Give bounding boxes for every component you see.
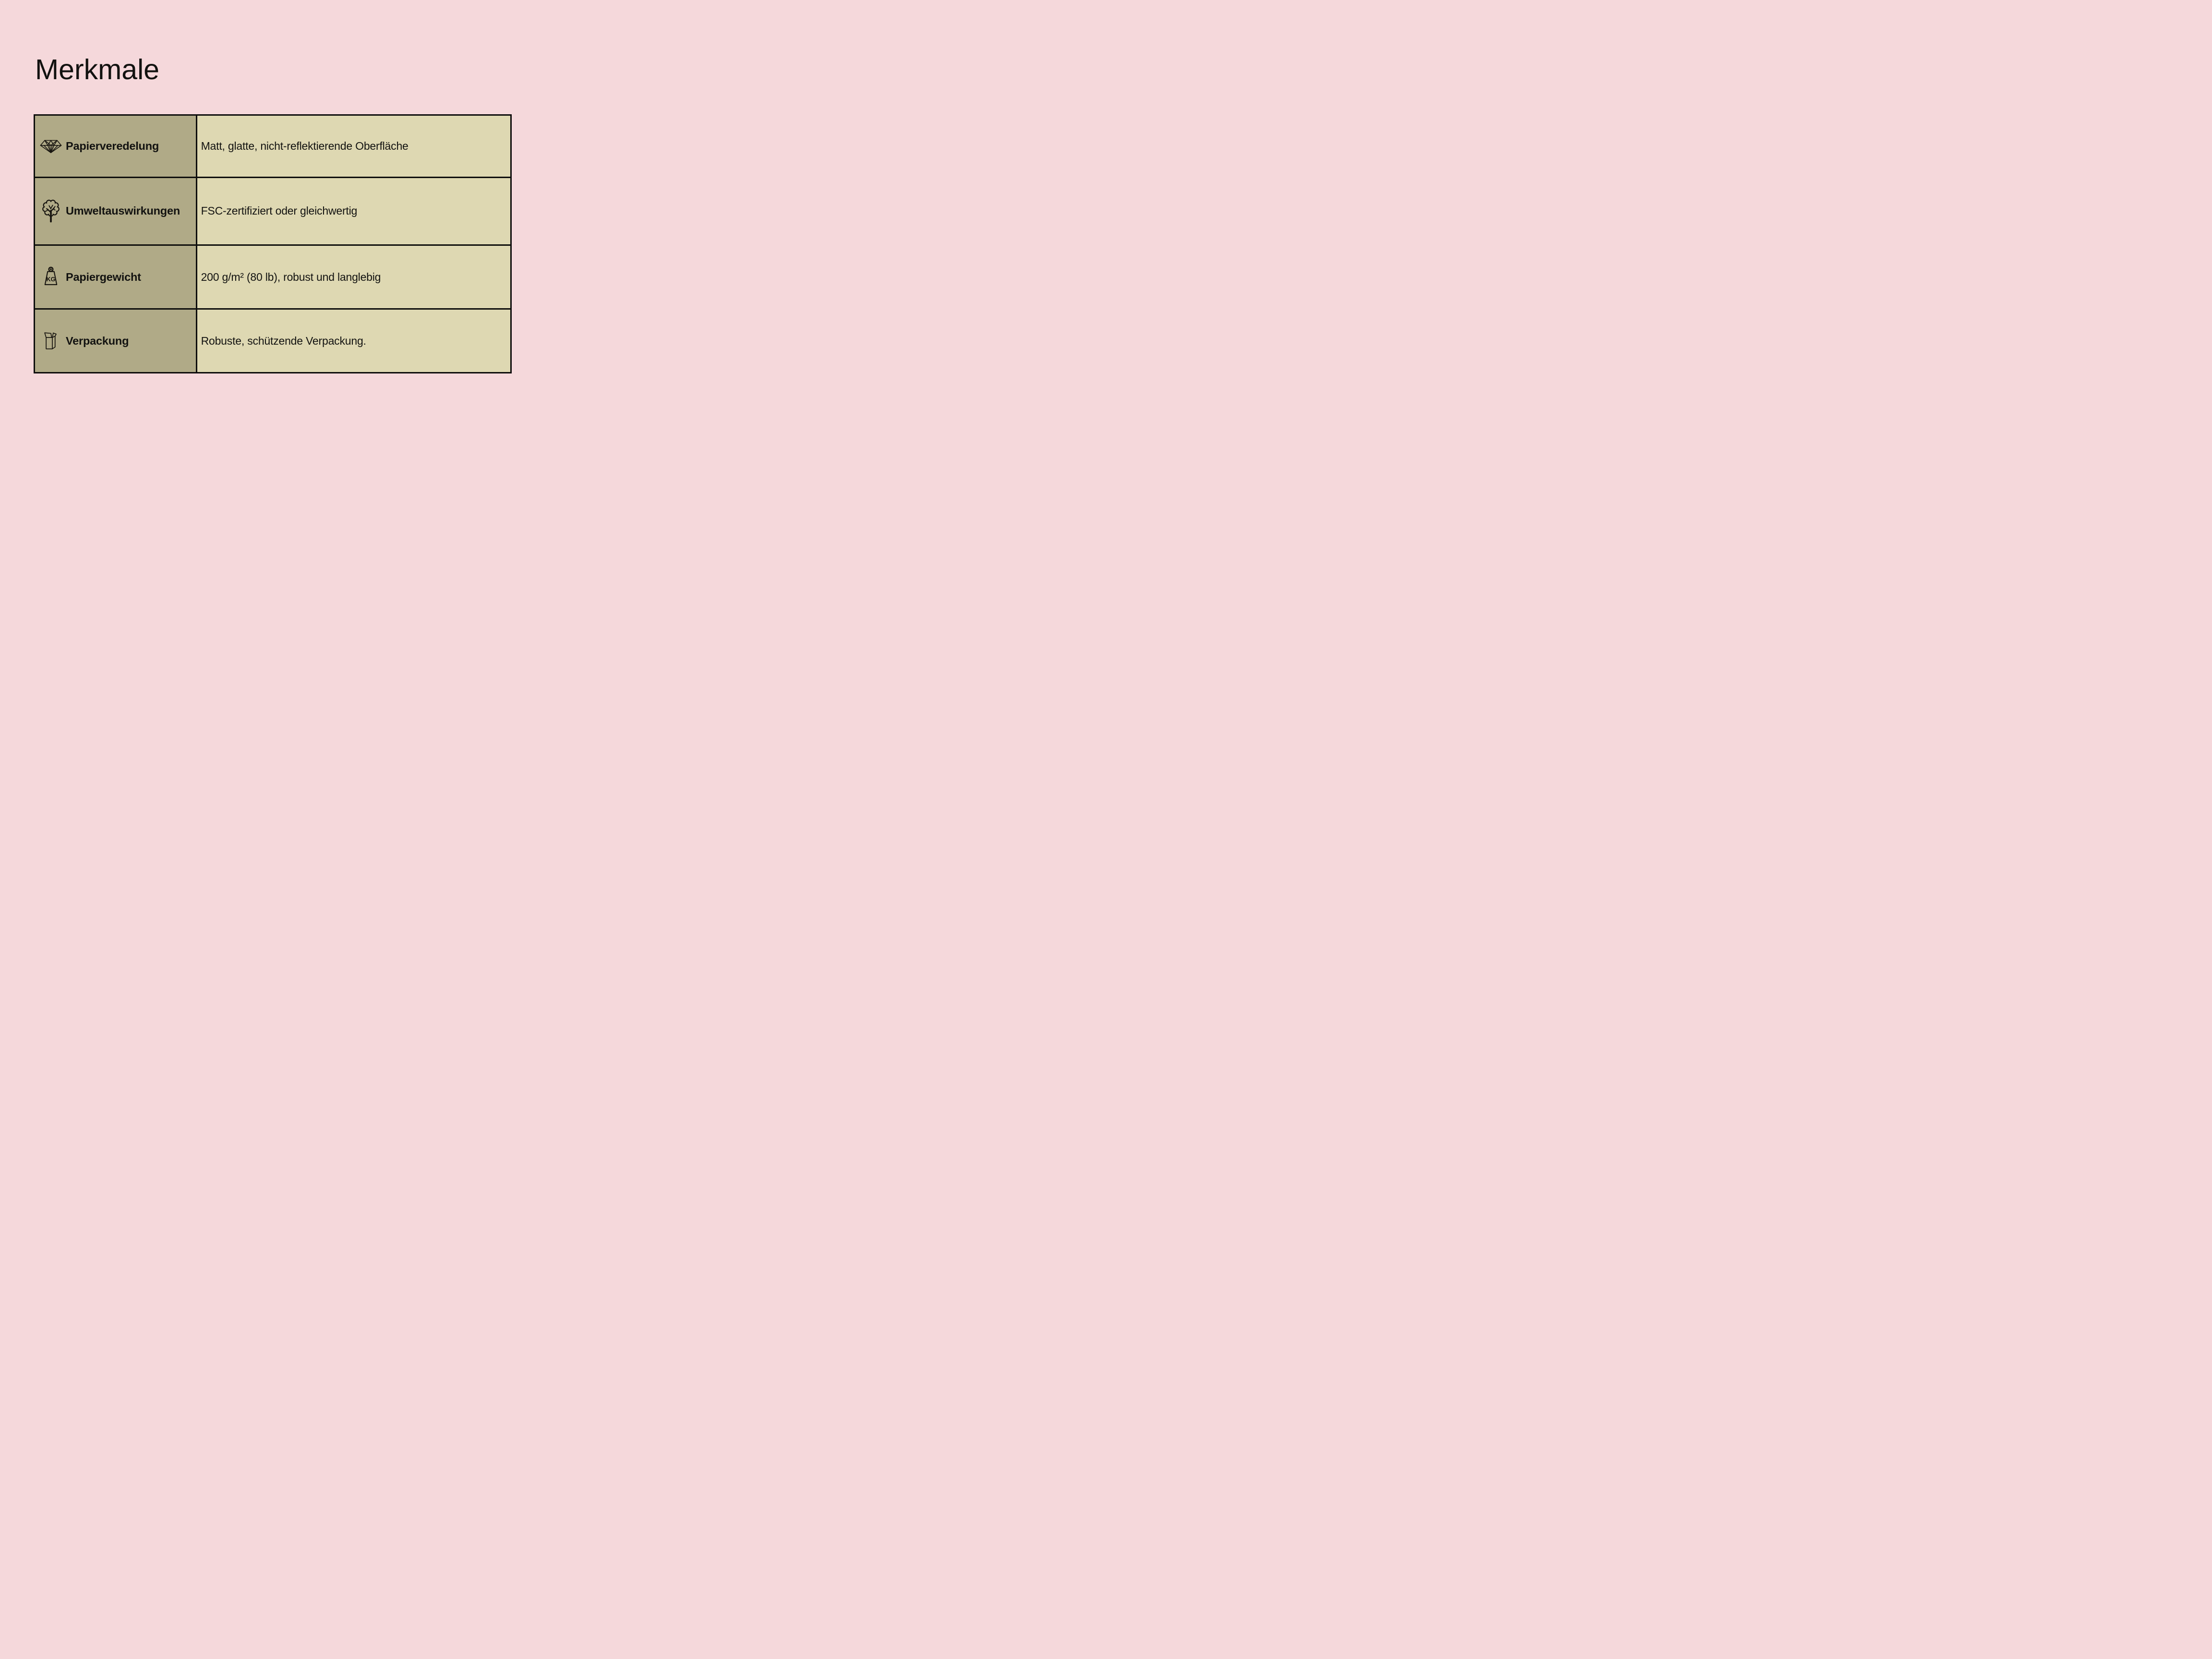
table-row	[35, 310, 510, 372]
page-title: Merkmale	[35, 54, 159, 85]
open-box-icon	[39, 330, 63, 352]
value-cell	[197, 246, 510, 309]
label-cell	[35, 310, 197, 372]
row-value: 200 g/m² (80 lb), robust und langlebig	[201, 270, 381, 283]
row-label: Papierveredelung	[66, 139, 159, 152]
value-cell	[197, 178, 510, 244]
kg-glyph: KG	[46, 276, 56, 283]
kg-weight-icon	[39, 266, 63, 288]
label-cell	[35, 246, 197, 309]
row-value: Robuste, schützende Verpackung.	[201, 334, 366, 347]
label-cell	[35, 178, 197, 244]
row-value: FSC-zertifiziert oder gleichwertig	[201, 204, 358, 217]
label-cell	[35, 116, 197, 177]
table-row	[35, 246, 510, 310]
table-row	[35, 178, 510, 246]
row-label: Papiergewicht	[66, 270, 141, 283]
features-table	[34, 114, 512, 373]
row-value: Matt, glatte, nicht-reflektierende Oberfläche	[201, 139, 409, 152]
diamond-icon	[39, 138, 63, 154]
value-cell	[197, 310, 510, 372]
slide	[0, 0, 553, 415]
row-label: Umweltauswirkungen	[66, 204, 180, 217]
value-cell	[197, 116, 510, 177]
tree-icon	[39, 200, 63, 223]
row-label: Verpackung	[66, 334, 129, 347]
table-row	[35, 116, 510, 178]
